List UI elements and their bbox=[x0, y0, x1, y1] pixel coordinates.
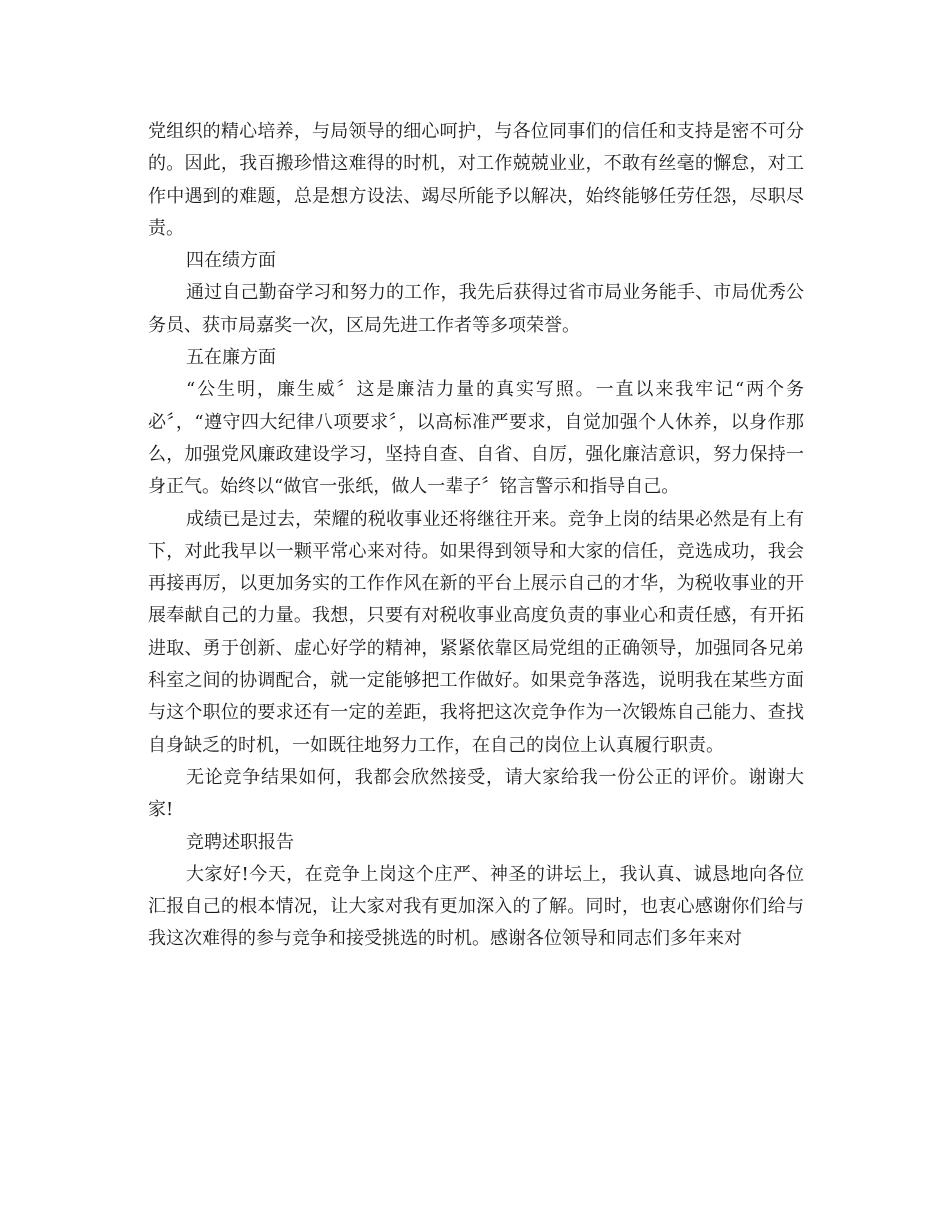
document-body bbox=[148, 116, 804, 956]
paragraph-greeting: 大家好!今天，在竞争上岗这个庄严、神圣的讲坛上，我认真、诚恳地向各位汇报自己的根本情况，让大家对我有更加深入的了解。同时，也衷心感谢你们给与我这次难得的参与竞争和接受挑选的时机。感谢各位领导和同志们多年来对 bbox=[148, 863, 804, 950]
section-heading-integrity: 五在廉方面 bbox=[186, 347, 276, 369]
paragraph-continuation: 党组织的精心培养，与局领导的细心呵护，与各位同事们的信任和支持是密不可分的。因此，我百搬珍惜这难得的时机，对工作兢兢业业，不敢有丝毫的懈怠，对工作中遇到的难题，总是想方设法、竭尽所能予以解决，始终能够任劳任怨，尽职尽责。 bbox=[148, 121, 804, 239]
section-heading-performance: 四在绩方面 bbox=[186, 250, 276, 272]
report-title: 竞聘述职报告 bbox=[186, 831, 294, 853]
paragraph-integrity: “公生明，廉生威〞这是廉洁力量的真实写照。一直以来我牢记“两个务必〞，“遵守四大纪律八项要求〞，以高标准严要求，自觉加强个人休养，以身作那么，加强党风廉政建设学习，坚持自查、自省、自厉，强化廉洁意识，努力保持一身正气。始终以“做官一张纸，做人一辈子〞铭言警示和指导自己。 bbox=[148, 379, 804, 498]
paragraph-closing: 无论竞争结果如何，我都会欣然接受，请大家给我一份公正的评价。谢谢大家! bbox=[148, 766, 804, 821]
paragraph-outlook: 成绩已是过去，荣耀的税收事业还将继往开来。竞争上岗的结果必然是有上有下，对此我早以一颗平常心来对待。如果得到领导和大家的信任，竞选成功，我会再接再厉，以更加务实的工作作风在新的平台上展示自己的才华，为税收事业的开展奉献自己的力量。我想，只要有对税收事业高度负责的事业心和责任感，有开拓进取、勇于创新、虚心好学的精神，紧紧依靠区局党组的正确领导，加强同各兄弟科室之间的协调配合，就一定能够把工作做好。如果竞争落选，说明我在某些方面与这个职位的要求还有一定的差距，我将把这次竞争作为一次锻炼自己能力、查找自身缺乏的时机，一如既往地努力工作，在自己的岗位上认真履行职责。 bbox=[148, 508, 804, 756]
paragraph-performance: 通过自己勤奋学习和努力的工作，我先后获得过省市局业务能手、市局优秀公务员、获市局嘉奖一次，区局先进工作者等多项荣誉。 bbox=[148, 282, 804, 336]
